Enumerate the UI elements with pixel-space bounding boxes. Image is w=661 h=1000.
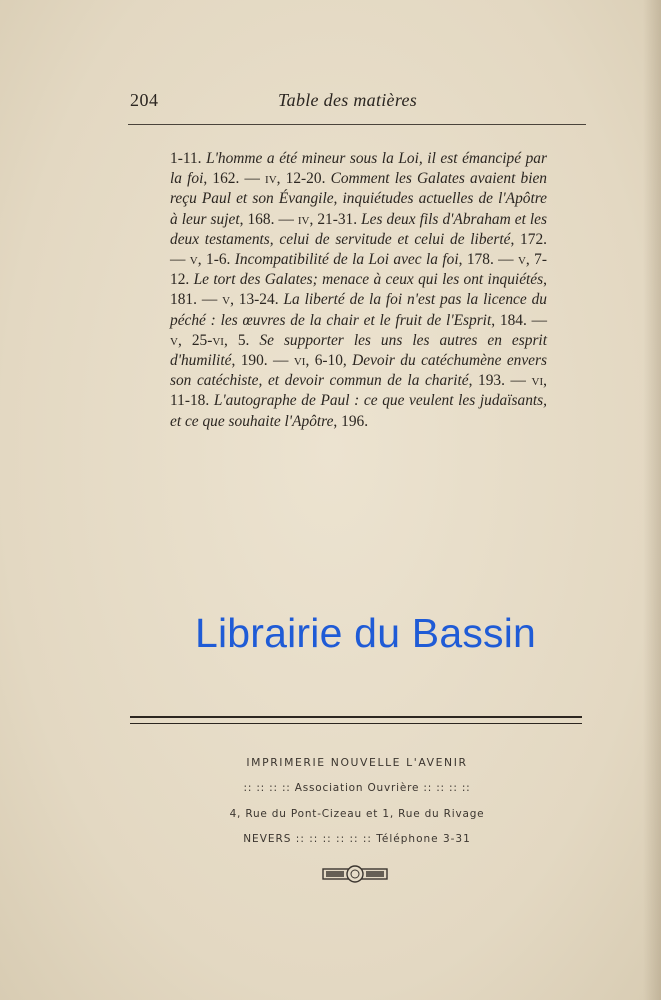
toc-chapter-numeral: iv <box>297 210 310 228</box>
page-number: 204 <box>130 90 159 110</box>
bookseller-watermark: Librairie du Bassin <box>194 610 537 656</box>
running-title: Table des matières <box>278 90 418 110</box>
toc-ref: , 25- <box>177 331 213 349</box>
table-of-contents-paragraph <box>170 149 547 432</box>
toc-ref: , 168. — <box>239 210 298 228</box>
printer-mark-icon <box>322 862 388 884</box>
toc-ref: , 1-6. <box>197 251 235 269</box>
toc-ref: , 6-10, <box>305 352 353 370</box>
printer-name: IMPRIMERIE NOUVELLE L'AVENIR <box>246 756 468 769</box>
toc-chapter-numeral: iv <box>265 170 277 188</box>
toc-ref: , 11-18. <box>170 372 547 410</box>
toc-ref: , 193. — <box>468 372 532 390</box>
toc-entry-title: Incompatibilité de la Loi avec la foi <box>234 251 459 269</box>
toc-ref: , 12-20. <box>276 170 331 188</box>
page-header <box>130 90 586 118</box>
toc-ref: 1-11. <box>170 150 207 167</box>
toc-entry-title: La liberté de la foi n'est pas la licence du péché : les œuvres de la chair et le fruit de l'Esprit <box>170 291 547 329</box>
toc-chapter-numeral: vi <box>293 352 306 370</box>
toc-chapter-numeral: vi <box>212 331 224 349</box>
toc-ref: , 190. — <box>231 352 294 370</box>
colophon-double-rule <box>130 716 582 724</box>
toc-ref: , 181. — <box>170 271 547 309</box>
printer-association: :: :: :: :: Association Ouvrière :: :: :: :: <box>243 782 471 794</box>
printer-city-phone: NEVERS :: :: :: :: :: :: Téléphone 3-31 <box>243 833 471 845</box>
toc-chapter-numeral: v <box>222 291 231 309</box>
toc-chapter-numeral: vi <box>531 372 544 390</box>
header-rule <box>128 124 586 125</box>
toc-ref: , 196. <box>333 412 369 430</box>
printer-address: 4, Rue du Pont-Cizeau et 1, Rue du Rivage <box>229 808 485 820</box>
toc-chapter-numeral: v <box>170 331 178 349</box>
toc-ref: , 184. — <box>491 311 547 329</box>
toc-entry-title: Se supporter les uns les autres en esprit d'humilité <box>170 331 547 370</box>
toc-ref: , 21-31. <box>309 210 362 228</box>
toc-entry-title: Devoir du catéchumène envers son catéchiste, et devoir commun de la charité <box>170 352 547 390</box>
toc-ref: , 172. — <box>170 230 547 269</box>
toc-ref: , 13-24. <box>230 291 284 309</box>
toc-ref: , 7-12. <box>170 251 547 289</box>
toc-entry-title: Les deux fils d'Abraham et les deux testaments, celui de servitude et celui de liberté <box>170 210 547 248</box>
toc-entry-title: Le tort des Galates; menace à ceux qui les ont inquiétés <box>193 271 544 289</box>
toc-chapter-numeral: v <box>517 251 526 269</box>
toc-entry-title: L'autographe de Paul : ce que veulent les judaïsants, et ce que souhaite l'Apôtre <box>170 392 547 430</box>
toc-entry-title: Comment les Galates avaient bien reçu Paul et son Évangile, inquiétudes actuelles de l'Apôtre à leur sujet <box>170 170 547 228</box>
toc-ref: , 178. — <box>458 251 518 269</box>
toc-entry-title: L'homme a été mineur sous la Loi, il est émancipé par la foi <box>170 150 547 188</box>
toc-chapter-numeral: v <box>189 251 198 269</box>
toc-ref: , 5. <box>223 331 260 349</box>
toc-ref: , 162. — <box>203 170 266 188</box>
